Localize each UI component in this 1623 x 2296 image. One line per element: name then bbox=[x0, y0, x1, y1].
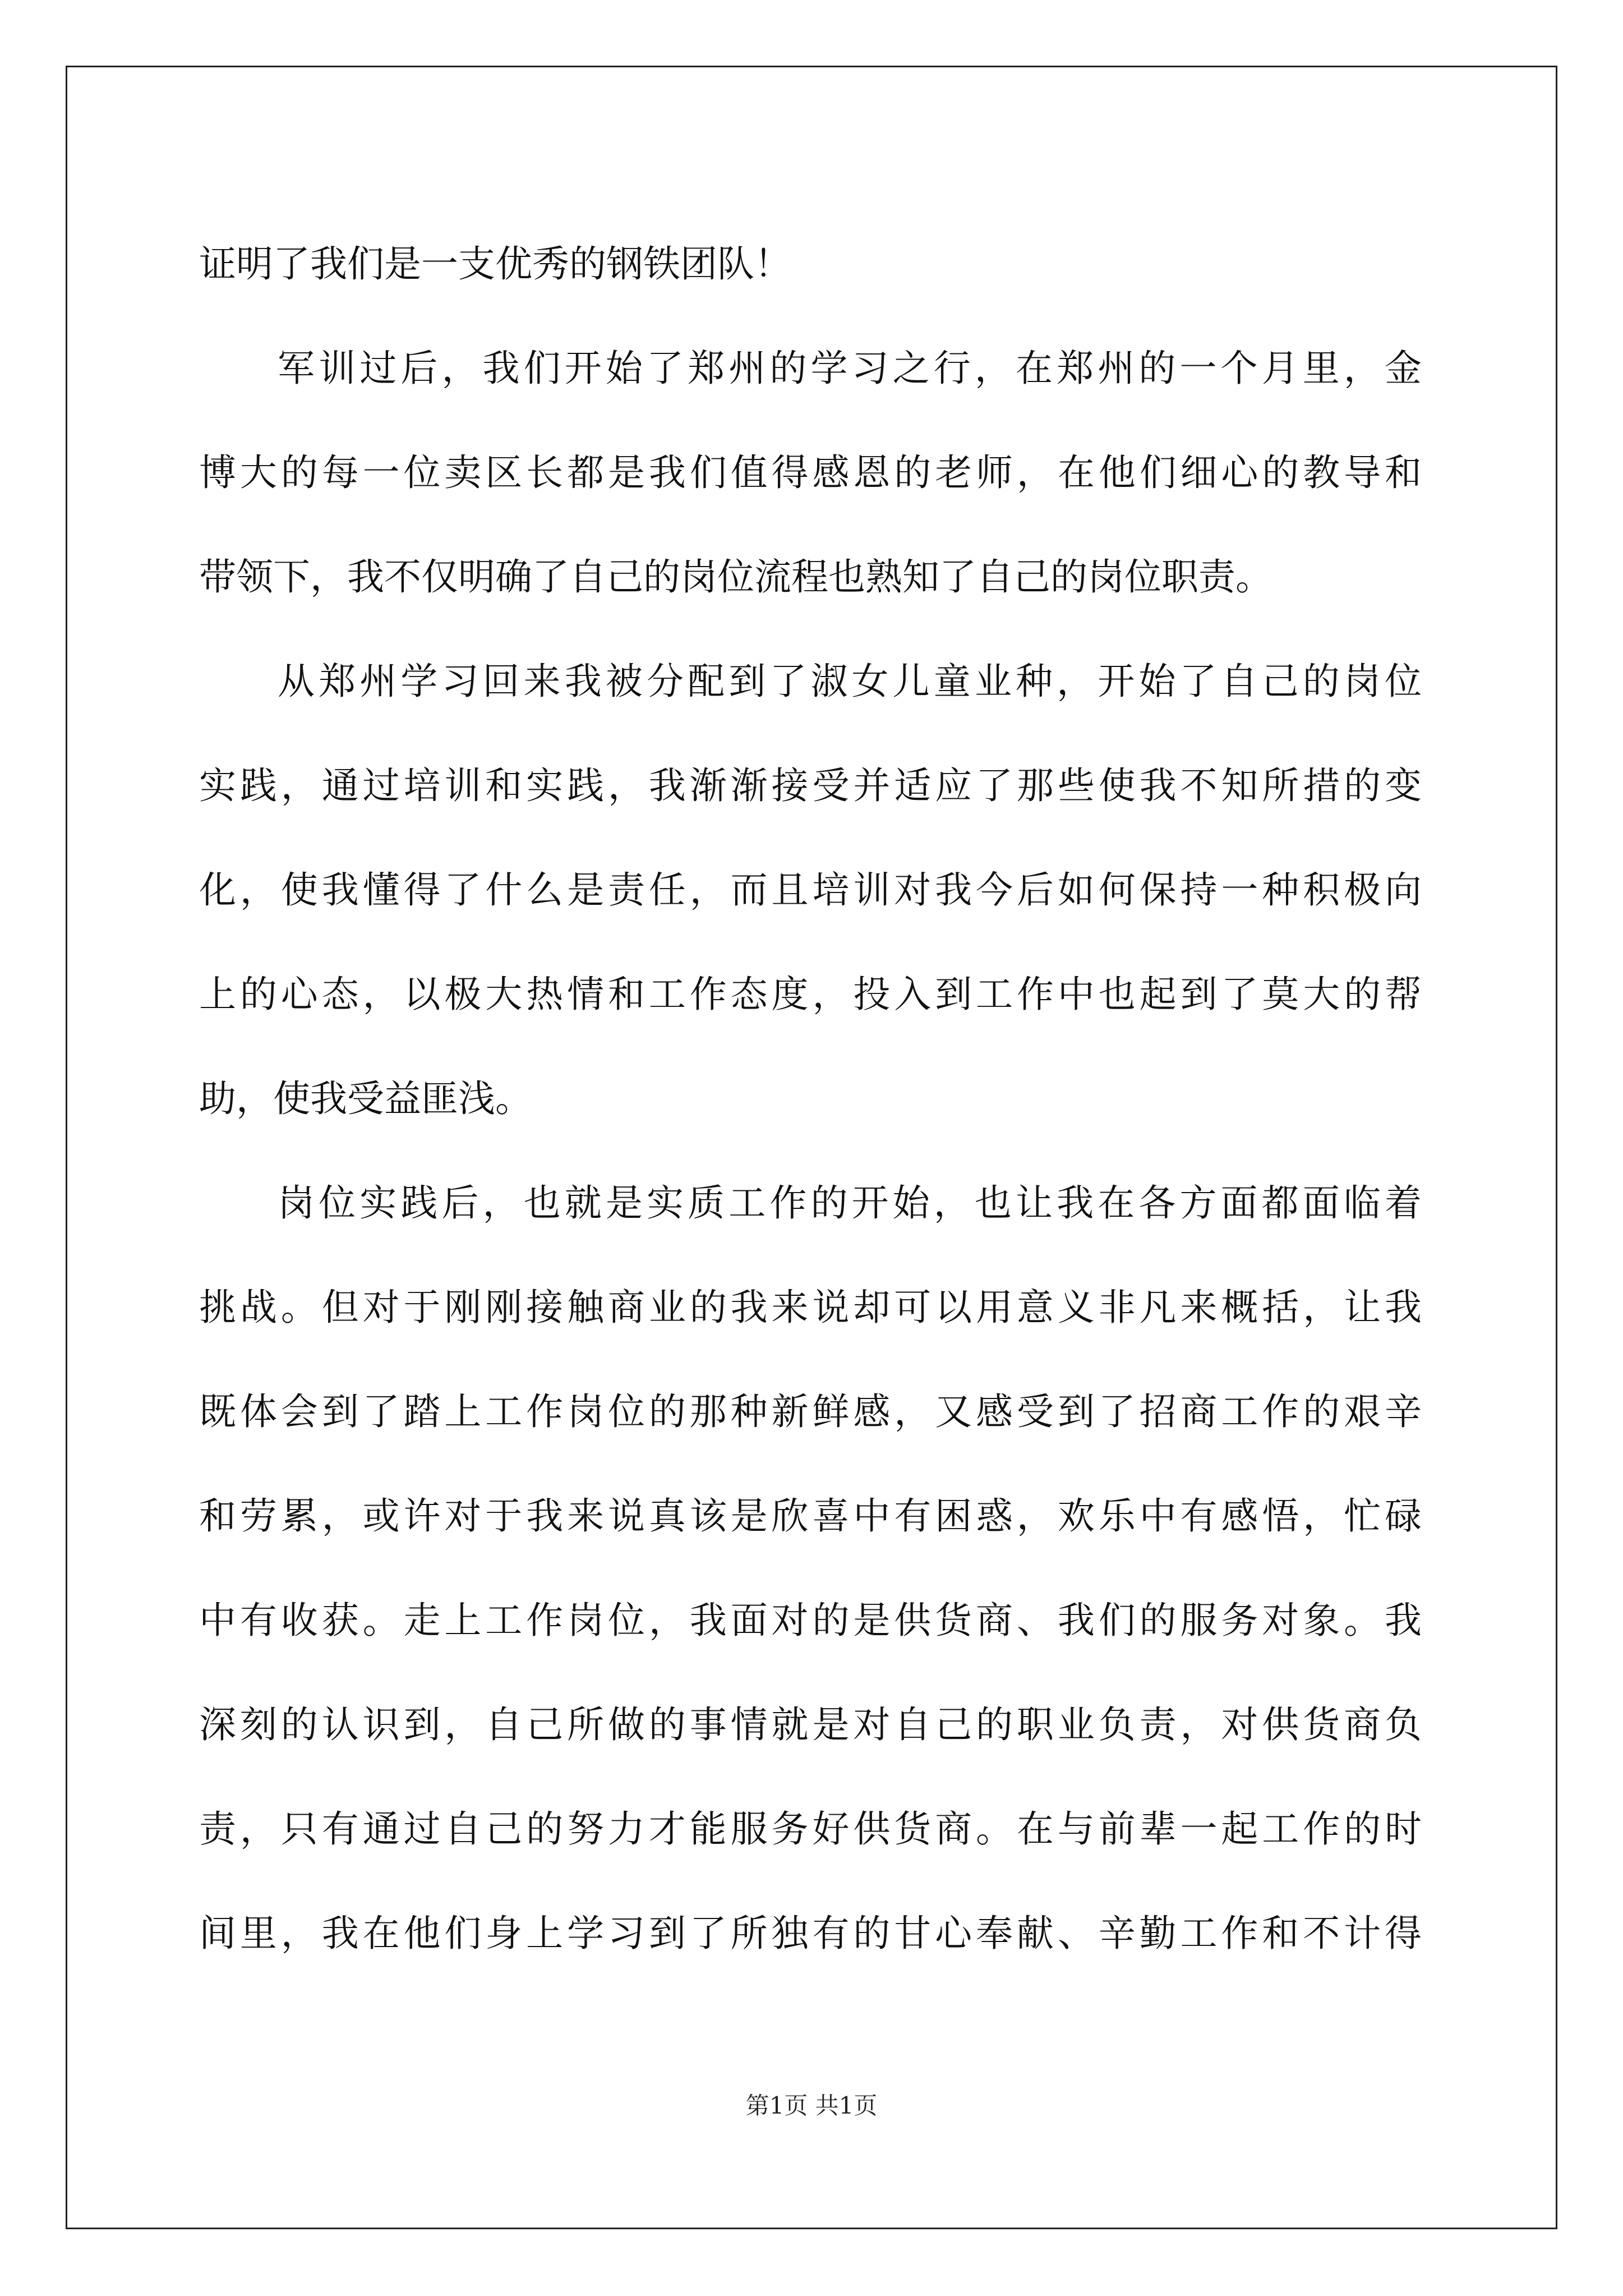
paragraph-line: 带领下，我不仅明确了自己的岗位流程也熟知了自己的岗位职责。 bbox=[199, 555, 1272, 599]
paragraph-line: 间里，我在他们身上学习到了所独有的甘心奉献、辛勤工作和不计得 bbox=[199, 1912, 1422, 1955]
paragraph-line: 岗位实践后，也就是实质工作的开始，也让我在各方面都面临着 bbox=[278, 1181, 1422, 1225]
paragraph-line: 化，使我懂得了什么是责任，而且培训对我今后如何保持一种积极向 bbox=[199, 868, 1422, 912]
paragraph-line: 实践，通过培训和实践，我渐渐接受并适应了那些使我不知所措的变 bbox=[199, 764, 1422, 807]
paragraph-line: 深刻的认识到，自己所做的事情就是对自己的职业负责，对供货商负 bbox=[199, 1703, 1422, 1746]
paragraph-line: 助，使我受益匪浅。 bbox=[199, 1077, 532, 1120]
document-body bbox=[199, 212, 1422, 1986]
page-footer: 第1页 共1页 bbox=[745, 2092, 878, 2119]
paragraph-line: 上的心态，以极大热情和工作态度，投入到工作中也起到了莫大的帮 bbox=[199, 973, 1422, 1016]
paragraph-line: 和劳累，或许对于我来说真该是欣喜中有困惑，欢乐中有感悟，忙碌 bbox=[199, 1494, 1422, 1538]
paragraph-line: 责，只有通过自己的努力才能服务好供货商。在与前辈一起工作的时 bbox=[199, 1807, 1422, 1851]
paragraph-line: 挑战。但对于刚刚接触商业的我来说却可以用意义非凡来概括，让我 bbox=[199, 1286, 1422, 1329]
paragraph-line: 证明了我们是一支优秀的钢铁团队！ bbox=[199, 242, 791, 286]
paragraph-line: 既体会到了踏上工作岗位的那种新鲜感，又感受到了招商工作的艰辛 bbox=[199, 1390, 1422, 1433]
paragraph-line: 军训过后，我们开始了郑州的学习之行，在郑州的一个月里，金 bbox=[278, 347, 1422, 390]
paragraph-line: 中有收获。走上工作岗位，我面对的是供货商、我们的服务对象。我 bbox=[199, 1599, 1422, 1642]
paragraph-line: 从郑州学习回来我被分配到了淑女儿童业种，开始了自己的岗位 bbox=[278, 660, 1422, 703]
paragraph-line: 博大的每一位卖区长都是我们值得感恩的老师，在他们细心的教导和 bbox=[199, 451, 1422, 494]
